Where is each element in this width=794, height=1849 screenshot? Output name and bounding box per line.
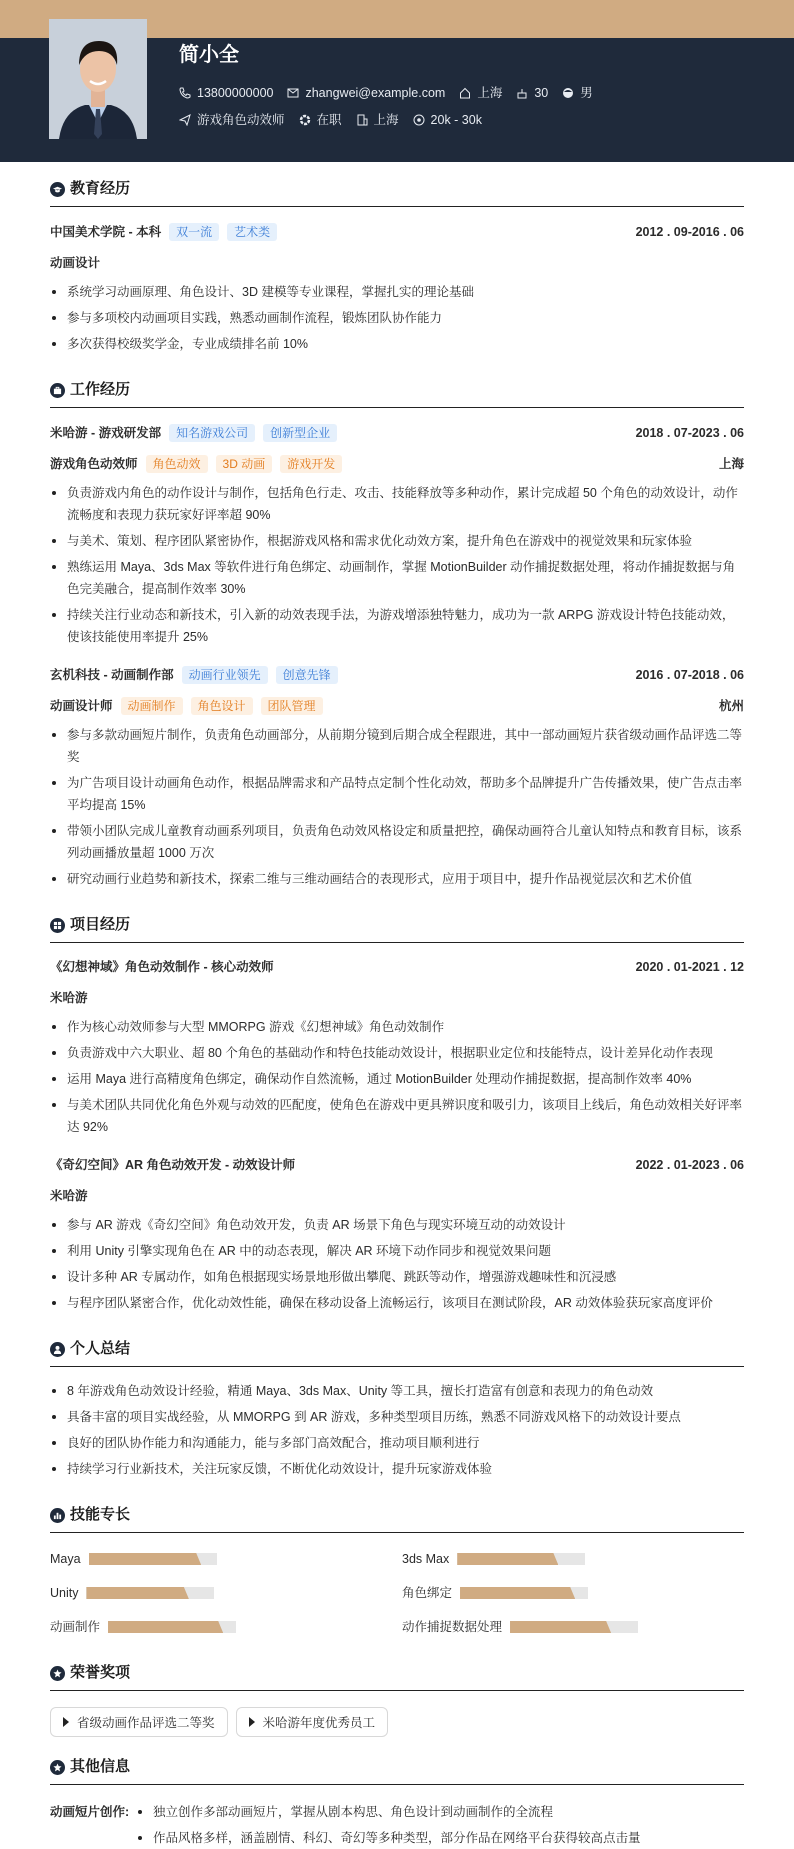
company-tag: 知名游戏公司 [169,424,255,442]
gender-icon [562,87,574,99]
award-label: 省级动画作品评选二等奖 [77,1716,215,1730]
phone-icon [179,87,191,99]
list-item: 独立创作多部动画短片，掌握从剧本构思、角色设计到动画制作的全流程 [136,1801,641,1823]
expected-salary: 20k - 30k [430,113,482,127]
list-item: 参与多项校内动画项目实践，熟悉动画制作流程，锻炼团队协作能力 [50,307,744,329]
list-item: 与美术团队共同优化角色外观与动效的匹配度，使角色在游戏中更具辨识度和吸引力，该项目上线后，角色动效相关好评率达 92% [50,1094,744,1138]
skill-level-bar [457,1553,585,1565]
project-bullets [50,1214,744,1314]
list-item: 研究动画行业趋势和新技术，探索二维与三维动画结合的表现形式，应用于项目中，提升作品视觉层次和艺术价值 [50,868,744,890]
list-item: 持续学习行业新技术，关注玩家反馈，不断优化动效设计，提升玩家游戏体验 [50,1458,744,1480]
company-tag: 创新型企业 [263,424,337,442]
role-tag: 动画制作 [121,697,183,715]
list-item: 8 年游戏角色动效设计经验，精通 Maya、3ds Max、Unity 等工具，擅长打造富有创意和表现力的角色动效 [50,1380,744,1402]
skill-item [402,1548,743,1570]
list-item: 运用 Maya 进行高精度角色绑定，确保动作自然流畅，通过 MotionBuilder 处理动作捕捉数据，提高制作效率 40% [50,1068,744,1090]
award-label: 米哈游年度优秀员工 [262,1716,376,1730]
resume-body [0,178,794,1849]
target-city: 上海 [373,113,399,127]
home-icon [459,87,471,99]
section-title: 工作经历 [70,381,131,398]
school-name: 中国美术学院 - 本科 [50,225,162,239]
skill-name: 动画制作 [50,1620,101,1634]
skill-level-fill [108,1621,223,1633]
list-item: 参与多款动画短片制作，负责角色动画部分，从前期分镜到后期合成全程跟进，其中一部动画短片获省级动画作品评选二等奖 [50,724,744,768]
company-tag: 创意先锋 [276,666,338,684]
other-label: 动画短片创作: [50,1805,130,1819]
list-item: 具备丰富的项目实战经验，从 MMORPG 到 AR 游戏，多种类型项目历练，熟悉不同游戏风格下的动效设计要点 [50,1406,744,1428]
skill-name: Maya [50,1552,81,1566]
grid-icon [50,918,65,933]
age: 30 [534,86,549,100]
briefcase-icon [50,383,65,398]
skill-level-bar [460,1587,588,1599]
project-company: 米哈游 [50,991,88,1005]
job-bullets [50,482,744,648]
skill-level-bar [89,1553,217,1565]
list-item: 作品风格多样，涵盖剧情、科幻、奇幻等多种类型，部分作品在网络平台获得较高点击量 [136,1827,641,1849]
work-section [50,379,744,890]
info-icon [50,1760,65,1775]
education-bullets [50,281,744,355]
skill-level-fill [86,1587,188,1599]
education-section [50,178,744,355]
role-tag: 角色动效 [146,455,208,473]
send-icon [179,114,191,126]
major: 动画设计 [50,256,101,270]
job-bullets [50,724,744,890]
skill-level-fill [510,1621,611,1633]
hometown: 上海 [477,86,503,100]
projects-section [50,914,744,1314]
job-role: 动画设计师 [50,699,113,713]
gender: 男 [580,86,593,100]
summary-bullets [50,1380,744,1480]
project-company: 米哈游 [50,1189,88,1203]
award-item[interactable] [50,1707,228,1737]
company-tag: 动画行业领先 [182,666,268,684]
skill-name: 角色绑定 [402,1586,453,1600]
skill-name: 3ds Max [402,1552,450,1566]
phone-number[interactable]: 13800000000 [197,86,274,100]
list-item: 设计多种 AR 专属动作，如角色根据现实场景地形做出攀爬、跳跃等动作，增强游戏趣味性和沉浸感 [50,1266,744,1288]
list-item: 良好的团队协作能力和沟通能力，能与多部门高效配合，推动项目顺利进行 [50,1432,744,1454]
award-icon [50,1666,65,1681]
role-tag: 团队管理 [261,697,323,715]
skill-name: Unity [50,1586,79,1600]
role-tag: 3D 动画 [216,455,273,473]
resume-header [0,0,794,162]
list-item: 系统学习动画原理、角色设计、3D 建模等专业课程，掌握扎实的理论基础 [50,281,744,303]
project-date: 2022 . 01-2023 . 06 [635,1158,744,1172]
list-item: 持续关注行业动态和新技术，引入新的动效表现手法，为游戏增添独特魅力，成功为一款 ARPG 游戏设计特色技能动效，使该技能使用率提升 25% [50,604,744,648]
company-name: 米哈游 - 游戏研发部 [50,426,162,440]
skill-level-bar [510,1621,638,1633]
bar-chart-icon [50,1508,65,1523]
list-item: 带领小团队完成儿童教育动画系列项目，负责角色动效风格设定和质量把控，确保动画符合儿童认知特点和教育目标，该系列动画播放量超 1000 万次 [50,820,744,864]
salary-icon [413,114,425,126]
list-item: 为广告项目设计动画角色动作，根据品牌需求和产品特点定制个性化动效，帮助多个品牌提升广告传播效果，使广告点击率平均提高 15% [50,772,744,816]
list-item: 多次获得校级奖学金，专业成绩排名前 10% [50,333,744,355]
other-section [50,1756,744,1849]
school-tag: 双一流 [169,223,219,241]
list-item: 作为核心动效师参与大型 MMORPG 游戏《幻想神域》角色动效制作 [50,1016,744,1038]
award-item[interactable] [236,1707,389,1737]
role-tag: 游戏开发 [280,455,342,473]
list-item: 与程序团队紧密合作，优化动效性能，确保在移动设备上流畅运行，该项目在测试阶段，AR 动效体验获玩家高度评价 [50,1292,744,1314]
company-name: 玄机科技 - 动画制作部 [50,668,174,682]
skill-item [402,1582,743,1604]
contact-row [179,84,607,102]
skill-name: 动作捕捉数据处理 [402,1620,503,1634]
section-title: 教育经历 [70,180,131,197]
skills-grid [50,1548,744,1638]
skill-level-fill [89,1553,202,1565]
project-bullets [50,1016,744,1138]
section-title: 其他信息 [70,1758,131,1775]
job-date: 2018 . 07-2023 . 06 [635,426,744,440]
job-date: 2016 . 07-2018 . 06 [635,668,744,682]
mail-icon [287,87,299,99]
project-name: 《奇幻空间》AR 角色动效开发 - 动效设计师 [50,1158,296,1172]
skill-level-fill [457,1553,558,1565]
section-title: 个人总结 [70,1340,131,1357]
education-date: 2012 . 09-2016 . 06 [635,225,744,239]
role-tag: 角色设计 [191,697,253,715]
other-bullets [136,1801,641,1849]
status-icon [299,114,311,126]
skill-item [402,1616,743,1638]
list-item: 利用 Unity 引擎实现角色在 AR 中的动态表现，解决 AR 环境下动作同步和视觉效果问题 [50,1240,744,1262]
profile-photo [49,19,147,139]
list-item: 参与 AR 游戏《奇幻空间》角色动效开发，负责 AR 场景下角色与现实环境互动的动效设计 [50,1214,744,1236]
job-intent-row [179,111,496,129]
skill-level-bar [108,1621,236,1633]
list-item: 与美术、策划、程序团队紧密协作，根据游戏风格和需求优化动效方案，提升角色在游戏中的视觉效果和玩家体验 [50,530,744,552]
skill-level-fill [460,1587,575,1599]
list-item: 熟练运用 Maya、3ds Max 等软件进行角色绑定、动画制作，掌握 MotionBuilder 动作捕捉数据处理，将动作捕捉数据与角色完美融合，提高制作效率 30% [50,556,744,600]
building-icon [356,114,368,126]
job-location: 杭州 [718,699,744,713]
triangle-right-icon [63,1717,69,1727]
candidate-name: 简小全 [179,44,239,66]
project-date: 2020 . 01-2021 . 12 [635,960,744,974]
target-position: 游戏角色动效师 [197,113,285,127]
skill-item [50,1616,402,1638]
cake-icon [516,87,528,99]
school-tag: 艺术类 [227,223,277,241]
skill-item [50,1582,402,1604]
skills-section [50,1504,744,1638]
skill-level-bar [86,1587,214,1599]
summary-section [50,1338,744,1480]
employment-status: 在职 [316,113,342,127]
job-role: 游戏角色动效师 [50,457,138,471]
section-title: 荣誉奖项 [70,1664,131,1681]
project-name: 《幻想神域》角色动效制作 - 核心动效师 [50,960,274,974]
job-location: 上海 [718,457,744,471]
list-item: 负责游戏内角色的动作设计与制作，包括角色行走、攻击、技能释放等多种动作，累计完成超 50 个角色的动效设计，动作流畅度和表现力获玩家好评率超 90% [50,482,744,526]
skill-item [50,1548,402,1570]
user-icon [50,1342,65,1357]
triangle-right-icon [249,1717,255,1727]
awards-list [50,1707,744,1737]
awards-section [50,1662,744,1737]
graduation-cap-icon [50,182,65,197]
other-item [50,1801,744,1849]
section-title: 项目经历 [70,916,131,933]
email-address[interactable]: zhangwei@example.com [305,86,446,100]
section-title: 技能专长 [70,1506,131,1523]
list-item: 负责游戏中六大职业、超 80 个角色的基础动作和特色技能动效设计，根据职业定位和技能特点，设计差异化动作表现 [50,1042,744,1064]
